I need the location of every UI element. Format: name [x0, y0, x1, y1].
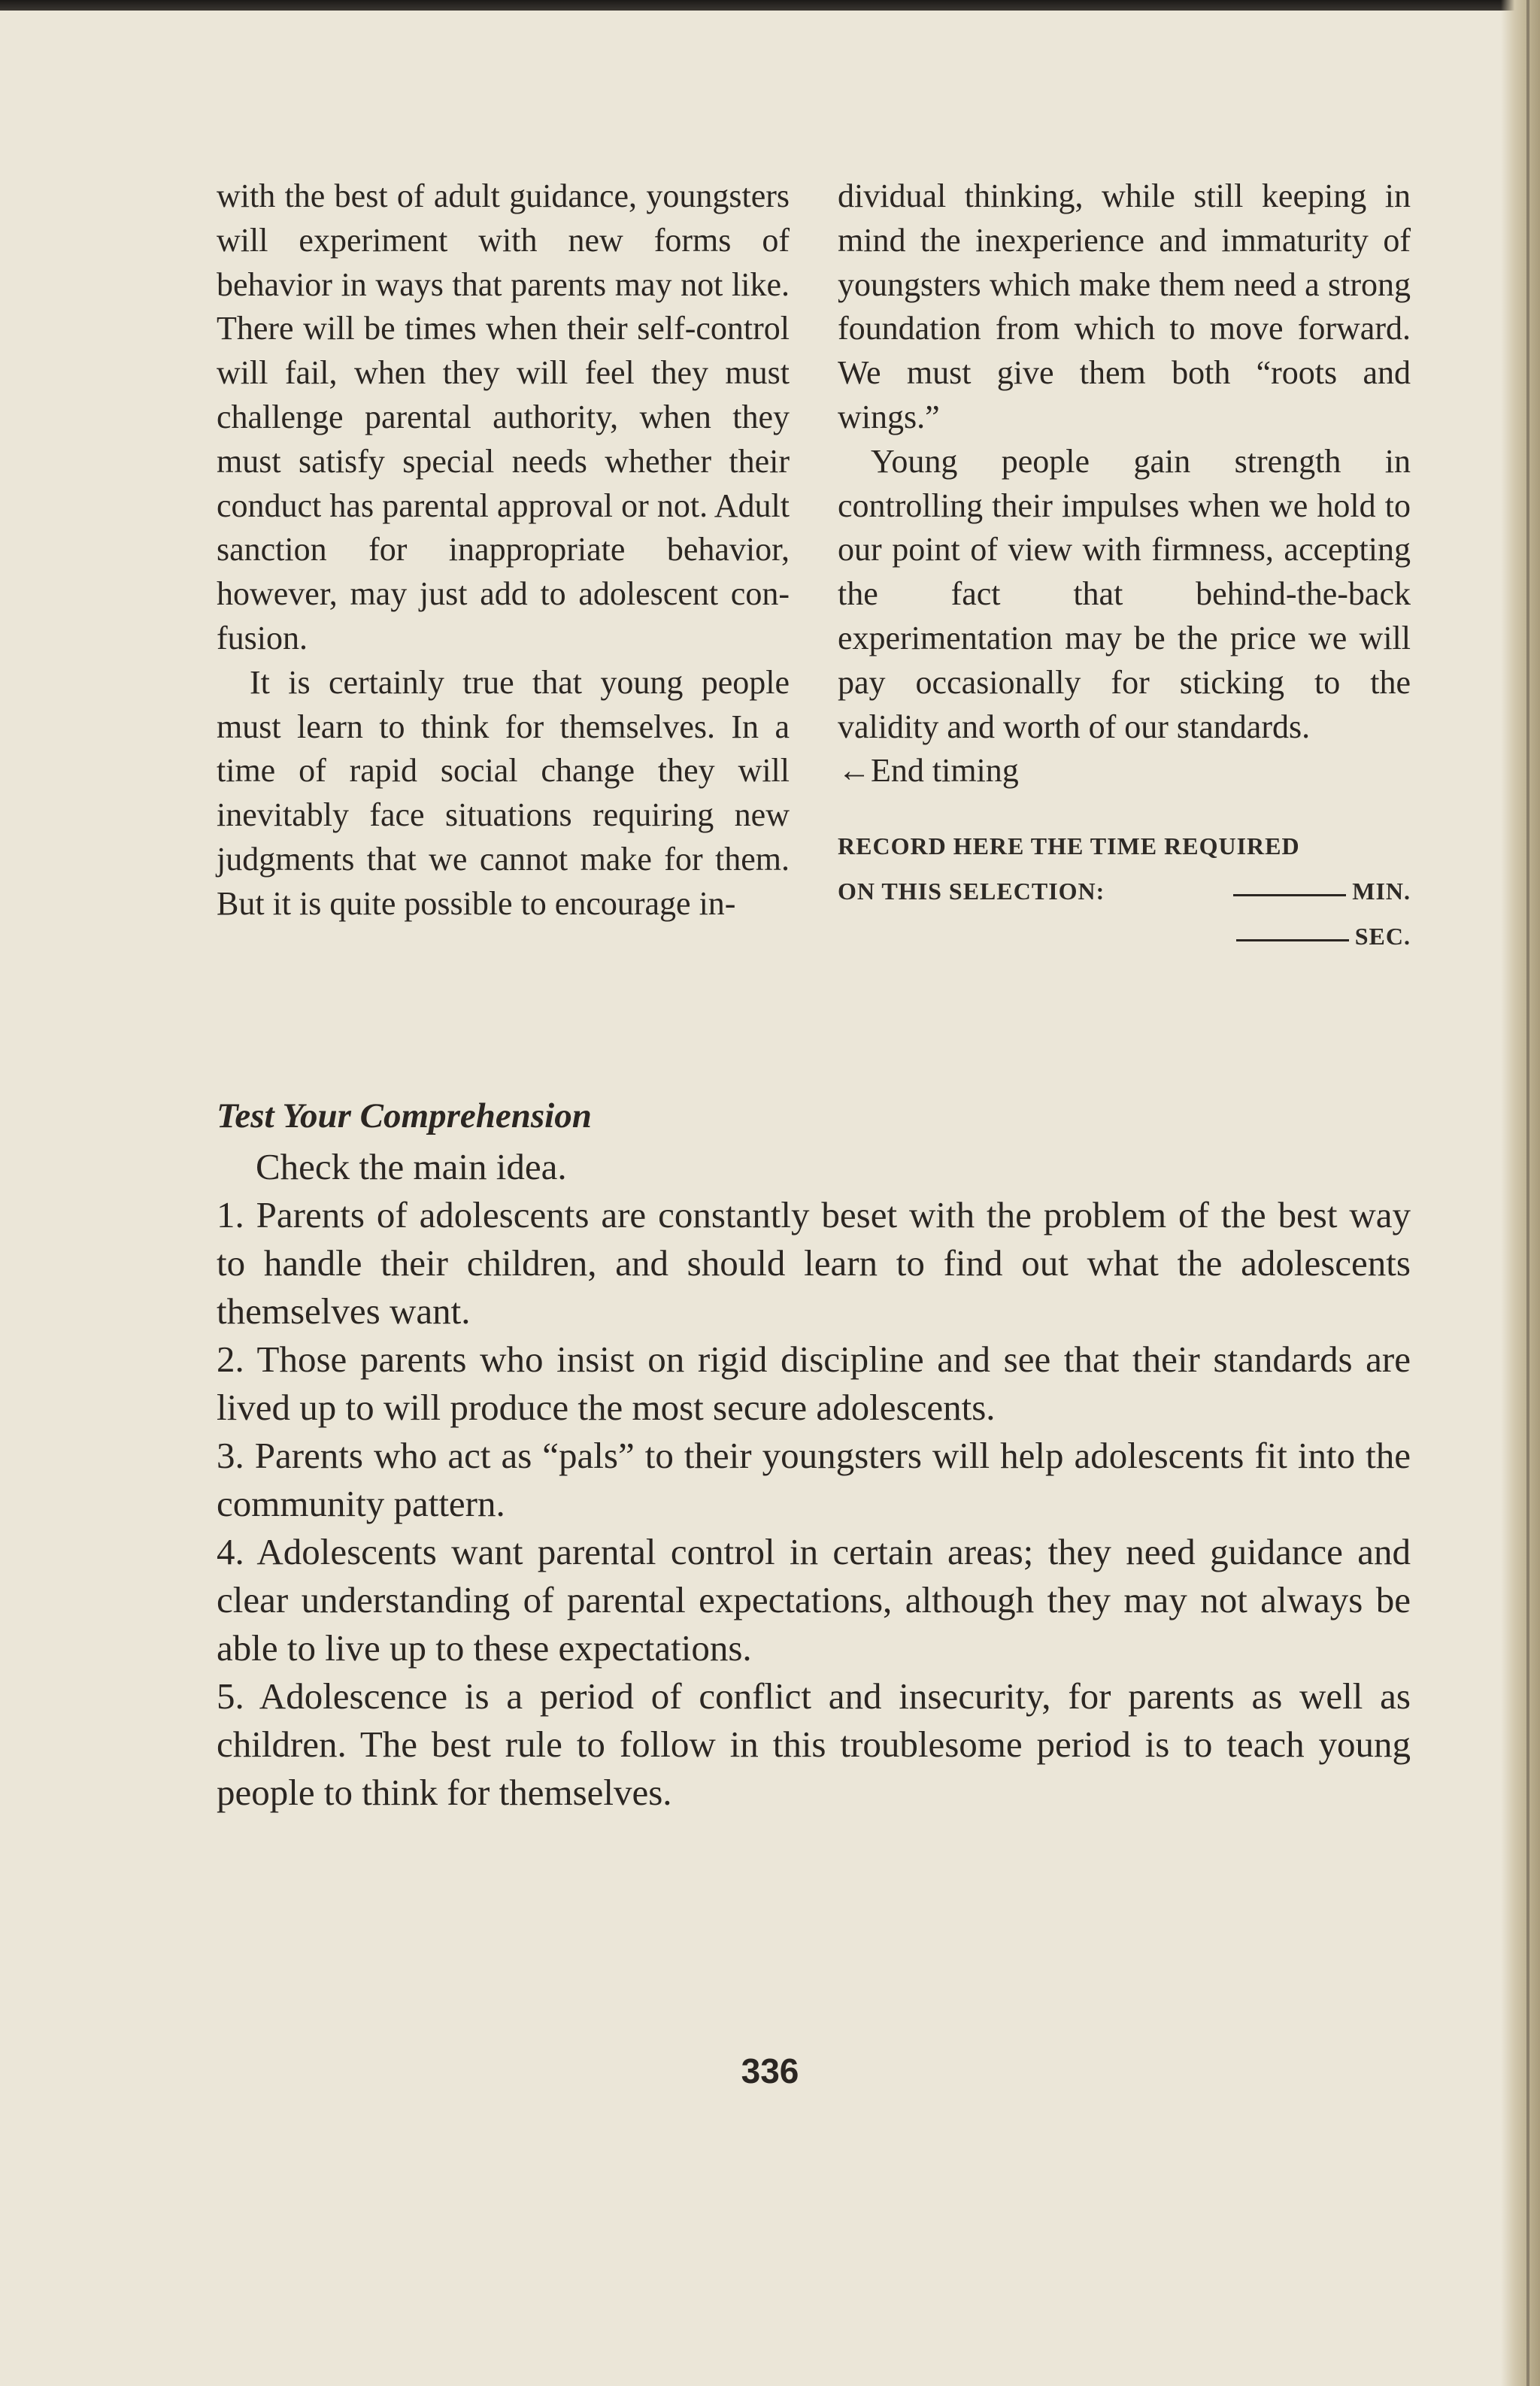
page-top-edge: [0, 0, 1540, 11]
body-columns: [217, 174, 1411, 1069]
test-instruction: Check the main idea.: [256, 1146, 567, 1187]
time-record-form: [838, 823, 1411, 959]
minutes-entry: [1218, 869, 1411, 914]
record-instruction: RECORD HERE THE TIME REQUIRED: [838, 832, 1300, 860]
seconds-entry: [1221, 914, 1411, 959]
choice-4[interactable]: 4. Adolescents want parental control in certain areas; they need guidance and clear understanding of parental expectations, although they may not always be able to live up to these expectations.: [217, 1531, 1411, 1669]
record-line-3: [838, 914, 1411, 959]
right-paragraph-2: Young people gain strength in controlling their impulses when we hold to our point of view with firmness, accepting the fact that behind-the-back experimentation may be the price we will pay occasionally for sticking to the validity and worth of our standards.: [838, 442, 1411, 745]
right-paragraph-1: dividual thinking, while still keeping in mind the inexperience and immaturity of youngsters which make them need a strong foundation from which to move forward. We must give them both “roots and wings.”: [838, 177, 1411, 435]
choice-3[interactable]: 3. Parents who act as “pals” to their youngsters will help adolescents fit into the community pattern.: [217, 1435, 1411, 1524]
left-paragraph-2: It is certainly true that young people must learn to think for themselves. In a time of rapid social change they will inevitably face situations requiring new judgments that we cannot make for them. But it is quite possible to encourage in-: [217, 663, 790, 922]
left-paragraph-1: with the best of adult guidance, youngsters will experiment with new forms of behavior in ways that parents may not like. There will be times when their self-control will fail, when they will feel they must challenge parental authority, when they must satisfy special needs whether their conduct has parental approval or not. Adult sanction for inappropriate behavior, however, may just add to adolescent confusion.: [217, 177, 790, 656]
record-selection-label: ON THIS SELECTION:: [838, 878, 1105, 905]
page-binding-edge: [1501, 0, 1540, 2386]
test-heading: Test Your Comprehension: [217, 1096, 592, 1135]
page-binding-line: [1526, 0, 1529, 2386]
choice-list: [217, 1191, 1411, 1817]
minutes-blank[interactable]: [1233, 894, 1346, 896]
comprehension-test: [217, 1092, 1411, 1817]
end-timing-marker: ←End timing: [838, 752, 1019, 790]
record-line-1: [838, 823, 1411, 869]
seconds-blank[interactable]: [1236, 939, 1349, 941]
page-number: 336: [741, 2051, 799, 2090]
left-column: [217, 174, 790, 926]
seconds-label: SEC.: [1354, 923, 1411, 950]
minutes-label: MIN.: [1352, 878, 1411, 905]
right-column: [838, 174, 1411, 959]
record-line-2: [838, 869, 1411, 914]
choice-2[interactable]: 2. Those parents who insist on rigid discipline and see that their standards are lived up to will produce the most secure adolescents.: [217, 1339, 1411, 1428]
choice-5[interactable]: 5. Adolescence is a period of conflict and insecurity, for parents as well as children. The best rule to follow in this troublesome period is to teach young people to think for themselves.: [217, 1675, 1411, 1813]
choice-1[interactable]: 1. Parents of adolescents are constantly beset with the problem of the best way to handle their children, and should learn to find out what the adolescents themselves want.: [217, 1194, 1411, 1332]
